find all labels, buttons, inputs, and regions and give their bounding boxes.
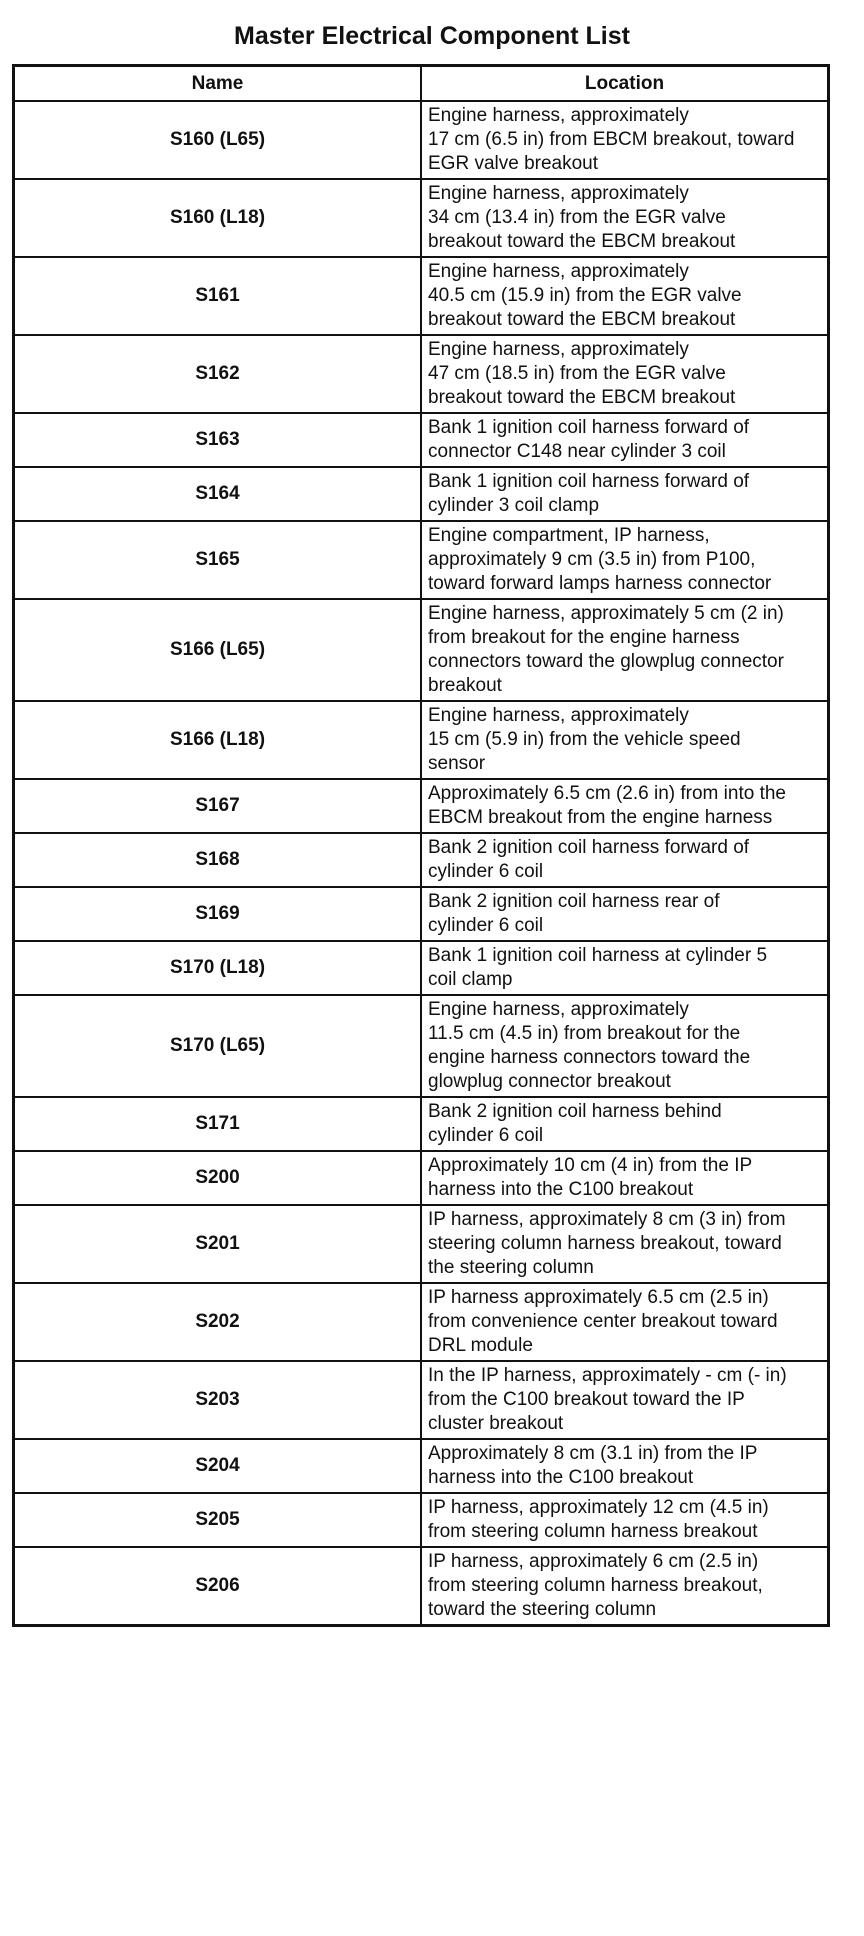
- table-row: [14, 599, 829, 701]
- table-row: [14, 701, 829, 779]
- table-row: [14, 941, 829, 995]
- component-table: [12, 64, 830, 1627]
- table-row: [14, 521, 829, 599]
- component-location-cell: IP harness, approximately 8 cm (3 in) from steering column harness breakout, toward the steering column: [421, 1205, 829, 1283]
- component-name-cell: S160 (L65): [14, 101, 422, 179]
- component-name-cell: S206: [14, 1547, 422, 1626]
- component-name-cell: S166 (L65): [14, 599, 422, 701]
- component-location-cell: Bank 1 ignition coil harness forward of connector C148 near cylinder 3 coil: [421, 413, 829, 467]
- table-row: [14, 1493, 829, 1547]
- component-location-cell: In the IP harness, approximately - cm (- in) from the C100 breakout toward the IP cluster breakout: [421, 1361, 829, 1439]
- table-row: [14, 467, 829, 521]
- component-name-cell: S202: [14, 1283, 422, 1361]
- component-location-cell: Engine harness, approximately 40.5 cm (15.9 in) from the EGR valve breakout toward the EBCM breakout: [421, 257, 829, 335]
- table-row: [14, 779, 829, 833]
- table-row: [14, 833, 829, 887]
- table-row: [14, 995, 829, 1097]
- component-location-cell: Bank 2 ignition coil harness behind cylinder 6 coil: [421, 1097, 829, 1151]
- table-header-row: [14, 66, 829, 102]
- component-location-cell: Bank 1 ignition coil harness forward of cylinder 3 coil clamp: [421, 467, 829, 521]
- component-name-cell: S166 (L18): [14, 701, 422, 779]
- table-row: [14, 179, 829, 257]
- component-location-cell: Engine harness, approximately 34 cm (13.4 in) from the EGR valve breakout toward the EBCM breakout: [421, 179, 829, 257]
- page-title: Master Electrical Component List: [234, 22, 630, 50]
- component-name-cell: S201: [14, 1205, 422, 1283]
- component-name-cell: S161: [14, 257, 422, 335]
- component-location-cell: IP harness approximately 6.5 cm (2.5 in) from convenience center breakout toward DRL module: [421, 1283, 829, 1361]
- component-name-cell: S168: [14, 833, 422, 887]
- table-row: [14, 1097, 829, 1151]
- component-name-cell: S164: [14, 467, 422, 521]
- component-location-cell: Approximately 8 cm (3.1 in) from the IP harness into the C100 breakout: [421, 1439, 829, 1493]
- component-name-cell: S162: [14, 335, 422, 413]
- table-row: [14, 335, 829, 413]
- component-name-cell: S165: [14, 521, 422, 599]
- table-row: [14, 887, 829, 941]
- component-location-cell: Engine harness, approximately 5 cm (2 in) from breakout for the engine harness connectors toward the glowplug connector breakout: [421, 599, 829, 701]
- component-location-cell: Approximately 10 cm (4 in) from the IP harness into the C100 breakout: [421, 1151, 829, 1205]
- component-location-cell: Engine harness, approximately 47 cm (18.5 in) from the EGR valve breakout toward the EBCM breakout: [421, 335, 829, 413]
- component-name-cell: S167: [14, 779, 422, 833]
- table-row: [14, 413, 829, 467]
- table-row: [14, 1361, 829, 1439]
- component-name-cell: S205: [14, 1493, 422, 1547]
- table-row: [14, 257, 829, 335]
- component-name-cell: S160 (L18): [14, 179, 422, 257]
- table-row: [14, 1205, 829, 1283]
- component-location-cell: Engine harness, approximately 15 cm (5.9 in) from the vehicle speed sensor: [421, 701, 829, 779]
- component-name-cell: S203: [14, 1361, 422, 1439]
- component-location-cell: Approximately 6.5 cm (2.6 in) from into the EBCM breakout from the engine harness: [421, 779, 829, 833]
- table-row: [14, 1151, 829, 1205]
- component-location-cell: Bank 2 ignition coil harness rear of cylinder 6 coil: [421, 887, 829, 941]
- component-name-cell: S171: [14, 1097, 422, 1151]
- component-name-cell: S204: [14, 1439, 422, 1493]
- component-name-cell: S169: [14, 887, 422, 941]
- component-location-cell: Engine harness, approximately 17 cm (6.5 in) from EBCM breakout, toward EGR valve breakout: [421, 101, 829, 179]
- table-body: [14, 101, 829, 1626]
- component-name-cell: S170 (L65): [14, 995, 422, 1097]
- component-name-cell: S163: [14, 413, 422, 467]
- component-location-cell: Engine harness, approximately 11.5 cm (4.5 in) from breakout for the engine harness connectors toward the glowplug connector breakout: [421, 995, 829, 1097]
- component-location-cell: Bank 2 ignition coil harness forward of cylinder 6 coil: [421, 833, 829, 887]
- component-name-cell: S200: [14, 1151, 422, 1205]
- component-location-cell: IP harness, approximately 6 cm (2.5 in) from steering column harness breakout, toward the steering column: [421, 1547, 829, 1626]
- component-location-cell: IP harness, approximately 12 cm (4.5 in) from steering column harness breakout: [421, 1493, 829, 1547]
- component-location-cell: Engine compartment, IP harness, approximately 9 cm (3.5 in) from P100, toward forward lamps harness connector: [421, 521, 829, 599]
- component-location-cell: Bank 1 ignition coil harness at cylinder 5 coil clamp: [421, 941, 829, 995]
- column-header-name: Name: [14, 66, 422, 102]
- table-row: [14, 1547, 829, 1626]
- column-header-location: Location: [421, 66, 829, 102]
- table-row: [14, 1439, 829, 1493]
- table-row: [14, 101, 829, 179]
- component-name-cell: S170 (L18): [14, 941, 422, 995]
- table-row: [14, 1283, 829, 1361]
